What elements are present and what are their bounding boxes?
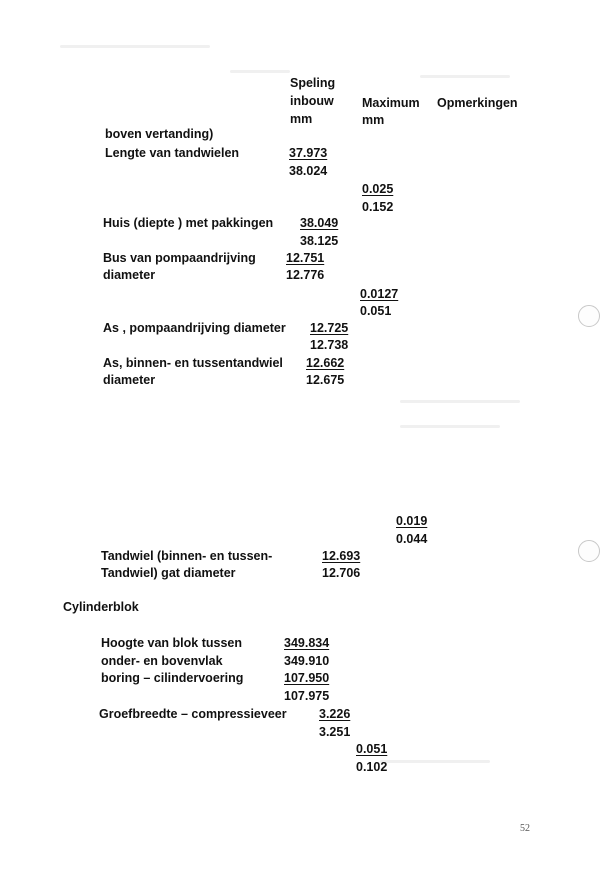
- value-min: 12.693: [322, 549, 361, 563]
- bleed-through-mark: [420, 75, 510, 78]
- value-min: 349.834: [284, 636, 330, 650]
- value-max: 3.251: [319, 725, 351, 739]
- maximum-value: 0.0127: [360, 287, 399, 301]
- col-header-maximum: Maximum: [362, 96, 420, 110]
- bleed-through-mark: [60, 45, 210, 48]
- value-max: 12.776: [286, 268, 325, 282]
- bleed-through-mark: [230, 70, 290, 73]
- row-label: Huis (diepte ) met pakkingen: [103, 216, 274, 230]
- maximum-value: 0.051: [356, 742, 388, 756]
- value-min: 3.226: [319, 707, 351, 721]
- value-min: 12.662: [306, 356, 345, 370]
- row-label: Lengte van tandwielen: [105, 146, 240, 160]
- value-min: 107.950: [284, 671, 330, 685]
- col-header-opmerkingen: Opmerkingen: [437, 96, 518, 110]
- maximum-value: 0.102: [356, 760, 388, 774]
- row-label: Bus van pompaandrijving: [103, 251, 256, 265]
- value-min: 38.049: [300, 216, 339, 230]
- bleed-through-mark: [400, 425, 500, 428]
- bleed-through-mark: [400, 400, 520, 403]
- value-min: 12.725: [310, 321, 349, 335]
- section-heading: Cylinderblok: [63, 600, 139, 614]
- row-label: As , pompaandrijving diameter: [103, 321, 286, 335]
- value-max: 12.675: [306, 373, 345, 387]
- row-label: diameter: [103, 373, 156, 387]
- punch-hole: [578, 305, 600, 327]
- row-label: onder- en bovenvlak: [101, 654, 223, 668]
- bleed-through-mark: [380, 760, 490, 763]
- value-max: 107.975: [284, 689, 330, 703]
- row-label: diameter: [103, 268, 156, 282]
- row-label: Groefbreedte – compressieveer: [99, 707, 287, 721]
- col-header-speling: Speling: [290, 76, 336, 90]
- row-label: As, binnen- en tussentandwiel: [103, 356, 283, 370]
- row-label: boven vertanding): [105, 127, 214, 141]
- col-header-speling-unit: mm: [290, 112, 313, 126]
- row-label: Hoogte van blok tussen: [101, 636, 242, 650]
- maximum-value: 0.051: [360, 304, 392, 318]
- col-header-inbouw: inbouw: [290, 94, 334, 108]
- col-header-maximum-unit: mm: [362, 113, 385, 127]
- value-max: 12.738: [310, 338, 349, 352]
- page-number: 52: [520, 823, 530, 834]
- maximum-value: 0.152: [362, 200, 394, 214]
- punch-hole: [578, 540, 600, 562]
- value-min: 12.751: [286, 251, 325, 265]
- value-max: 349.910: [284, 654, 330, 668]
- value-min: 37.973: [289, 146, 328, 160]
- row-label: boring – cilindervoering: [101, 671, 244, 685]
- value-max: 38.125: [300, 234, 339, 248]
- row-label: Tandwiel (binnen- en tussen-: [101, 549, 273, 563]
- maximum-value: 0.044: [396, 532, 428, 546]
- maximum-value: 0.019: [396, 514, 428, 528]
- row-label: Tandwiel) gat diameter: [101, 566, 236, 580]
- value-max: 12.706: [322, 566, 361, 580]
- maximum-value: 0.025: [362, 182, 394, 196]
- value-max: 38.024: [289, 164, 328, 178]
